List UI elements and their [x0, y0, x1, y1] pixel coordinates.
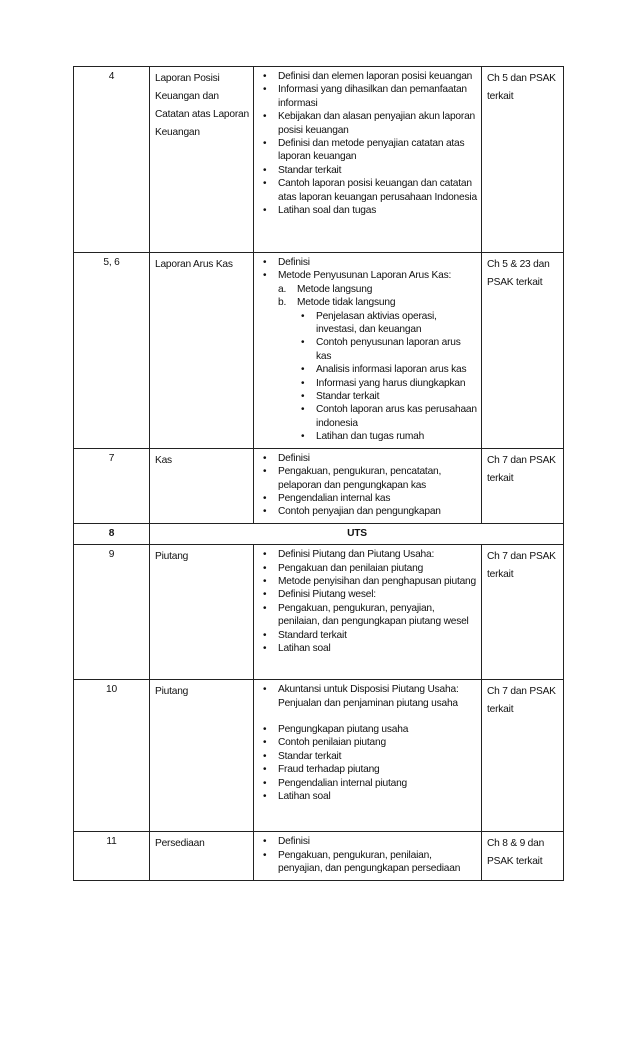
list-item: • Contoh penilaian piutang	[259, 736, 477, 749]
topic-cell: Piutang	[150, 545, 254, 680]
sub-list-item: • Informasi yang harus diungkapkan	[297, 377, 477, 390]
content-list	[259, 683, 477, 710]
list-item	[259, 269, 477, 443]
list-item: • Pengakuan dan penilaian piutang	[259, 562, 477, 575]
method-item	[278, 296, 477, 443]
reference-cell: Ch 7 dan PSAK terkait	[482, 545, 564, 680]
topic-cell: Laporan Arus Kas	[150, 253, 254, 449]
exam-label: UTS	[150, 523, 564, 544]
content-cell	[254, 67, 482, 253]
list-item: • Informasi yang dihasilkan dan pemanfaatan informasi	[259, 83, 477, 110]
sub-list-item: • Contoh laporan arus kas perusahaan indonesia	[297, 403, 477, 430]
topic-cell: Persediaan	[150, 832, 254, 881]
week-cell: 11	[74, 832, 150, 881]
content-cell	[254, 253, 482, 449]
list-item: • Definisi Piutang wesel:	[259, 588, 477, 601]
list-item: • Cantoh laporan posisi keuangan dan catatan atas laporan keuangan perusahaan Indonesia	[259, 177, 477, 204]
topic-cell: Laporan Posisi Keuangan dan Catatan atas Laporan Keuangan	[150, 67, 254, 253]
content-cell	[254, 680, 482, 832]
sub-list-item: • Analisis informasi laporan arus kas	[297, 363, 477, 376]
topic-cell: Kas	[150, 448, 254, 523]
content-list	[259, 548, 477, 655]
method-marker: b.	[278, 297, 287, 309]
method-text: Metode langsung	[297, 283, 373, 295]
list-item: • Definisi Piutang dan Piutang Usaha:	[259, 548, 477, 561]
week-cell: 8	[74, 523, 150, 544]
table-row	[74, 448, 564, 523]
week-cell: 5, 6	[74, 253, 150, 449]
list-item: • Fraud terhadap piutang	[259, 763, 477, 776]
list-item: • Pengendalian internal kas	[259, 492, 477, 505]
list-item: • Definisi dan elemen laporan posisi keuangan	[259, 70, 477, 83]
syllabus-table	[73, 66, 564, 881]
list-item: • Definisi	[259, 835, 477, 848]
week-cell: 9	[74, 545, 150, 680]
table-row	[74, 832, 564, 881]
content-cell	[254, 545, 482, 680]
method-list	[278, 283, 477, 444]
method-item	[278, 283, 477, 296]
week-cell: 7	[74, 448, 150, 523]
list-item: • Contoh penyajian dan pengungkapan	[259, 505, 477, 518]
list-item: • Standar terkait	[259, 750, 477, 763]
list-item: • Kebijakan dan alasan penyajian akun laporan posisi keuangan	[259, 110, 477, 137]
list-item: • Latihan soal	[259, 790, 477, 803]
reference-cell: Ch 5 & 23 dan PSAK terkait	[482, 253, 564, 449]
table-row	[74, 67, 564, 253]
list-item: • Standar terkait	[259, 164, 477, 177]
sub-list-item: • Standar terkait	[297, 390, 477, 403]
content-list	[259, 452, 477, 519]
sub-list-item: • Contoh penyusunan laporan arus kas	[297, 336, 477, 363]
content-list	[259, 723, 477, 803]
list-item: • Standard terkait	[259, 629, 477, 642]
list-item-text: Metode Penyusunan Laporan Arus Kas:	[278, 270, 452, 282]
reference-cell: Ch 7 dan PSAK terkait	[482, 448, 564, 523]
reference-cell: Ch 7 dan PSAK terkait	[482, 680, 564, 832]
sub-list-item: • Penjelasan aktivias operasi, investasi, dan keuangan	[297, 310, 477, 337]
list-item: • Definisi dan metode penyajian catatan atas laporan keuangan	[259, 137, 477, 164]
reference-cell: Ch 8 & 9 dan PSAK terkait	[482, 832, 564, 881]
table-row	[74, 523, 564, 544]
reference-cell: Ch 5 dan PSAK terkait	[482, 67, 564, 253]
list-item: • Latihan soal dan tugas	[259, 204, 477, 217]
sub-list-item: • Latihan dan tugas rumah	[297, 430, 477, 443]
list-item: • Pengendalian internal piutang	[259, 777, 477, 790]
topic-cell: Piutang	[150, 680, 254, 832]
list-item: • Definisi	[259, 452, 477, 465]
method-text: Metode tidak langsung	[297, 297, 396, 309]
week-cell: 10	[74, 680, 150, 832]
list-item: • Metode penyisihan dan penghapusan piutang	[259, 575, 477, 588]
sub-list	[297, 310, 477, 444]
list-item: • Definisi	[259, 256, 477, 269]
content-list	[259, 256, 477, 444]
table-row	[74, 680, 564, 832]
table-row	[74, 253, 564, 449]
content-list	[259, 70, 477, 217]
week-cell: 4	[74, 67, 150, 253]
method-marker: a.	[278, 283, 287, 295]
list-item: • Akuntansi untuk Disposisi Piutang Usaha: Penjualan dan penjaminan piutang usaha	[259, 683, 477, 710]
list-item: • Latihan soal	[259, 642, 477, 655]
content-cell	[254, 448, 482, 523]
list-item: • Pengakuan, pengukuran, penilaian, penyajian, dan pengungkapan persediaan	[259, 849, 477, 876]
list-item: • Pengakuan, pengukuran, penyajian, penilaian, dan pengungkapan piutang wesel	[259, 602, 477, 629]
list-item: • Pengungkapan piutang usaha	[259, 723, 477, 736]
list-item: • Pengakuan, pengukuran, pencatatan, pelaporan dan pengungkapan kas	[259, 465, 477, 492]
content-cell	[254, 832, 482, 881]
table-row	[74, 545, 564, 680]
content-list	[259, 835, 477, 875]
